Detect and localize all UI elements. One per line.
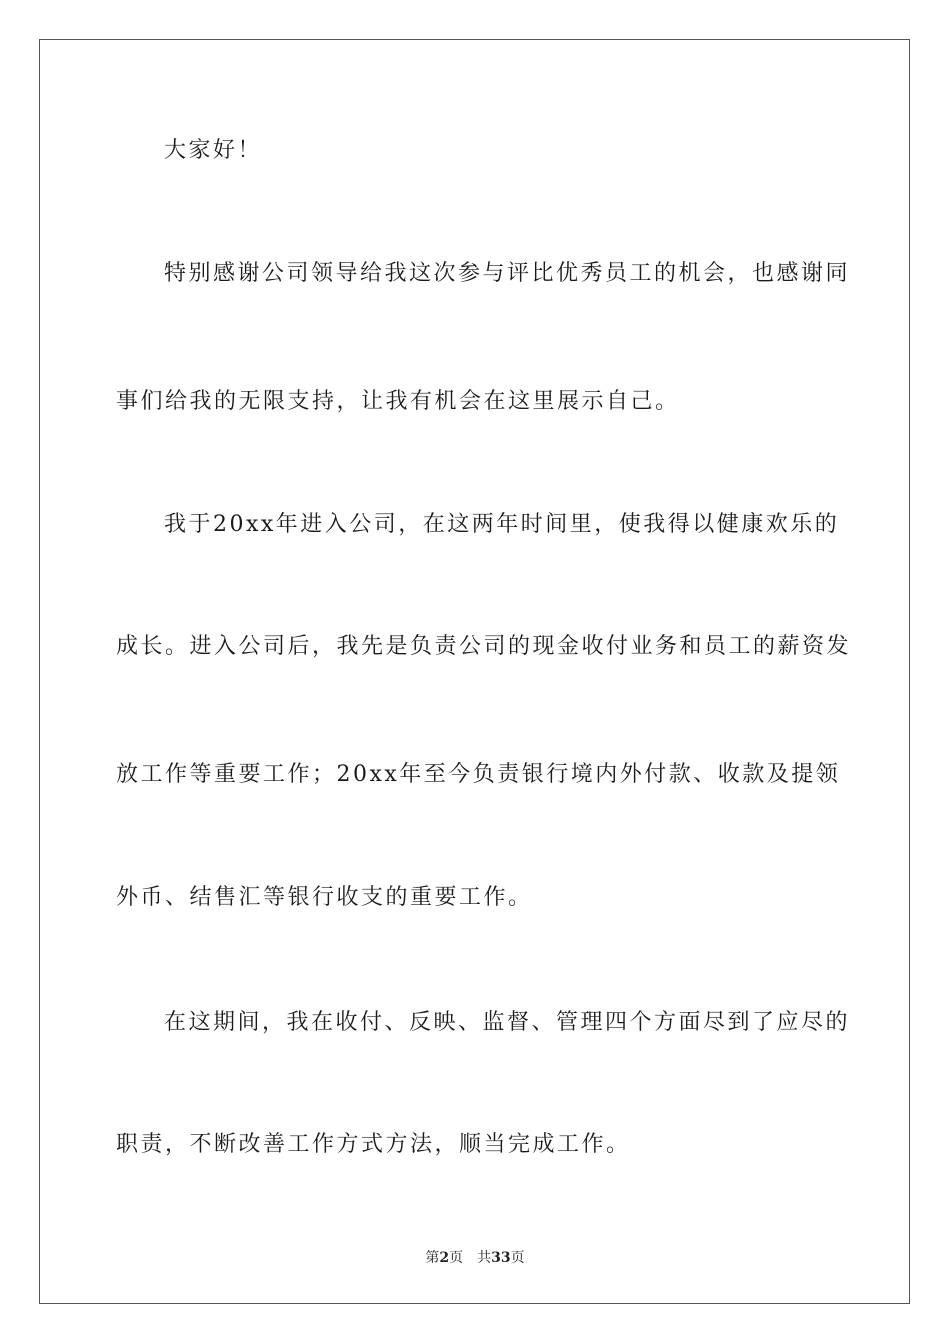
page-number: 2 [439, 1250, 450, 1266]
paragraph-1-line-2: 事们给我的无限支持，让我有机会在这里展示自己。 [116, 389, 680, 414]
page-prefix: 第 [425, 1250, 440, 1266]
total-prefix: 共 [477, 1250, 492, 1266]
paragraph-2-line-4: 外币、结售汇等银行收支的重要工作。 [116, 885, 533, 910]
paragraph-3-line-2: 职责，不断改善工作方式方法，顺当完成工作。 [116, 1132, 631, 1157]
paragraph-3-line-1: 在这期间，我在收付、反映、监督、管理四个方面尽到了应尽的 [164, 1010, 851, 1035]
total-suffix: 页 [510, 1250, 525, 1266]
page-border [39, 39, 910, 1304]
total-pages: 33 [491, 1250, 511, 1266]
page-suffix: 页 [449, 1250, 464, 1266]
paragraph-2-line-1: 我于20xx年进入公司，在这两年时间里，使我得以健康欢乐的 [164, 512, 840, 537]
paragraph-2-line-2: 成长。进入公司后，我先是负责公司的现金收付业务和员工的薪资发 [116, 634, 852, 659]
greeting-line: 大家好！ [164, 138, 263, 163]
paragraph-2-line-3: 放工作等重要工作；20xx年至今负责银行境内外付款、收款及提领 [116, 762, 841, 787]
page-footer [0, 1248, 950, 1268]
paragraph-1-line-1: 特别感谢公司领导给我这次参与评比优秀员工的机会，也感谢同 [164, 261, 851, 286]
